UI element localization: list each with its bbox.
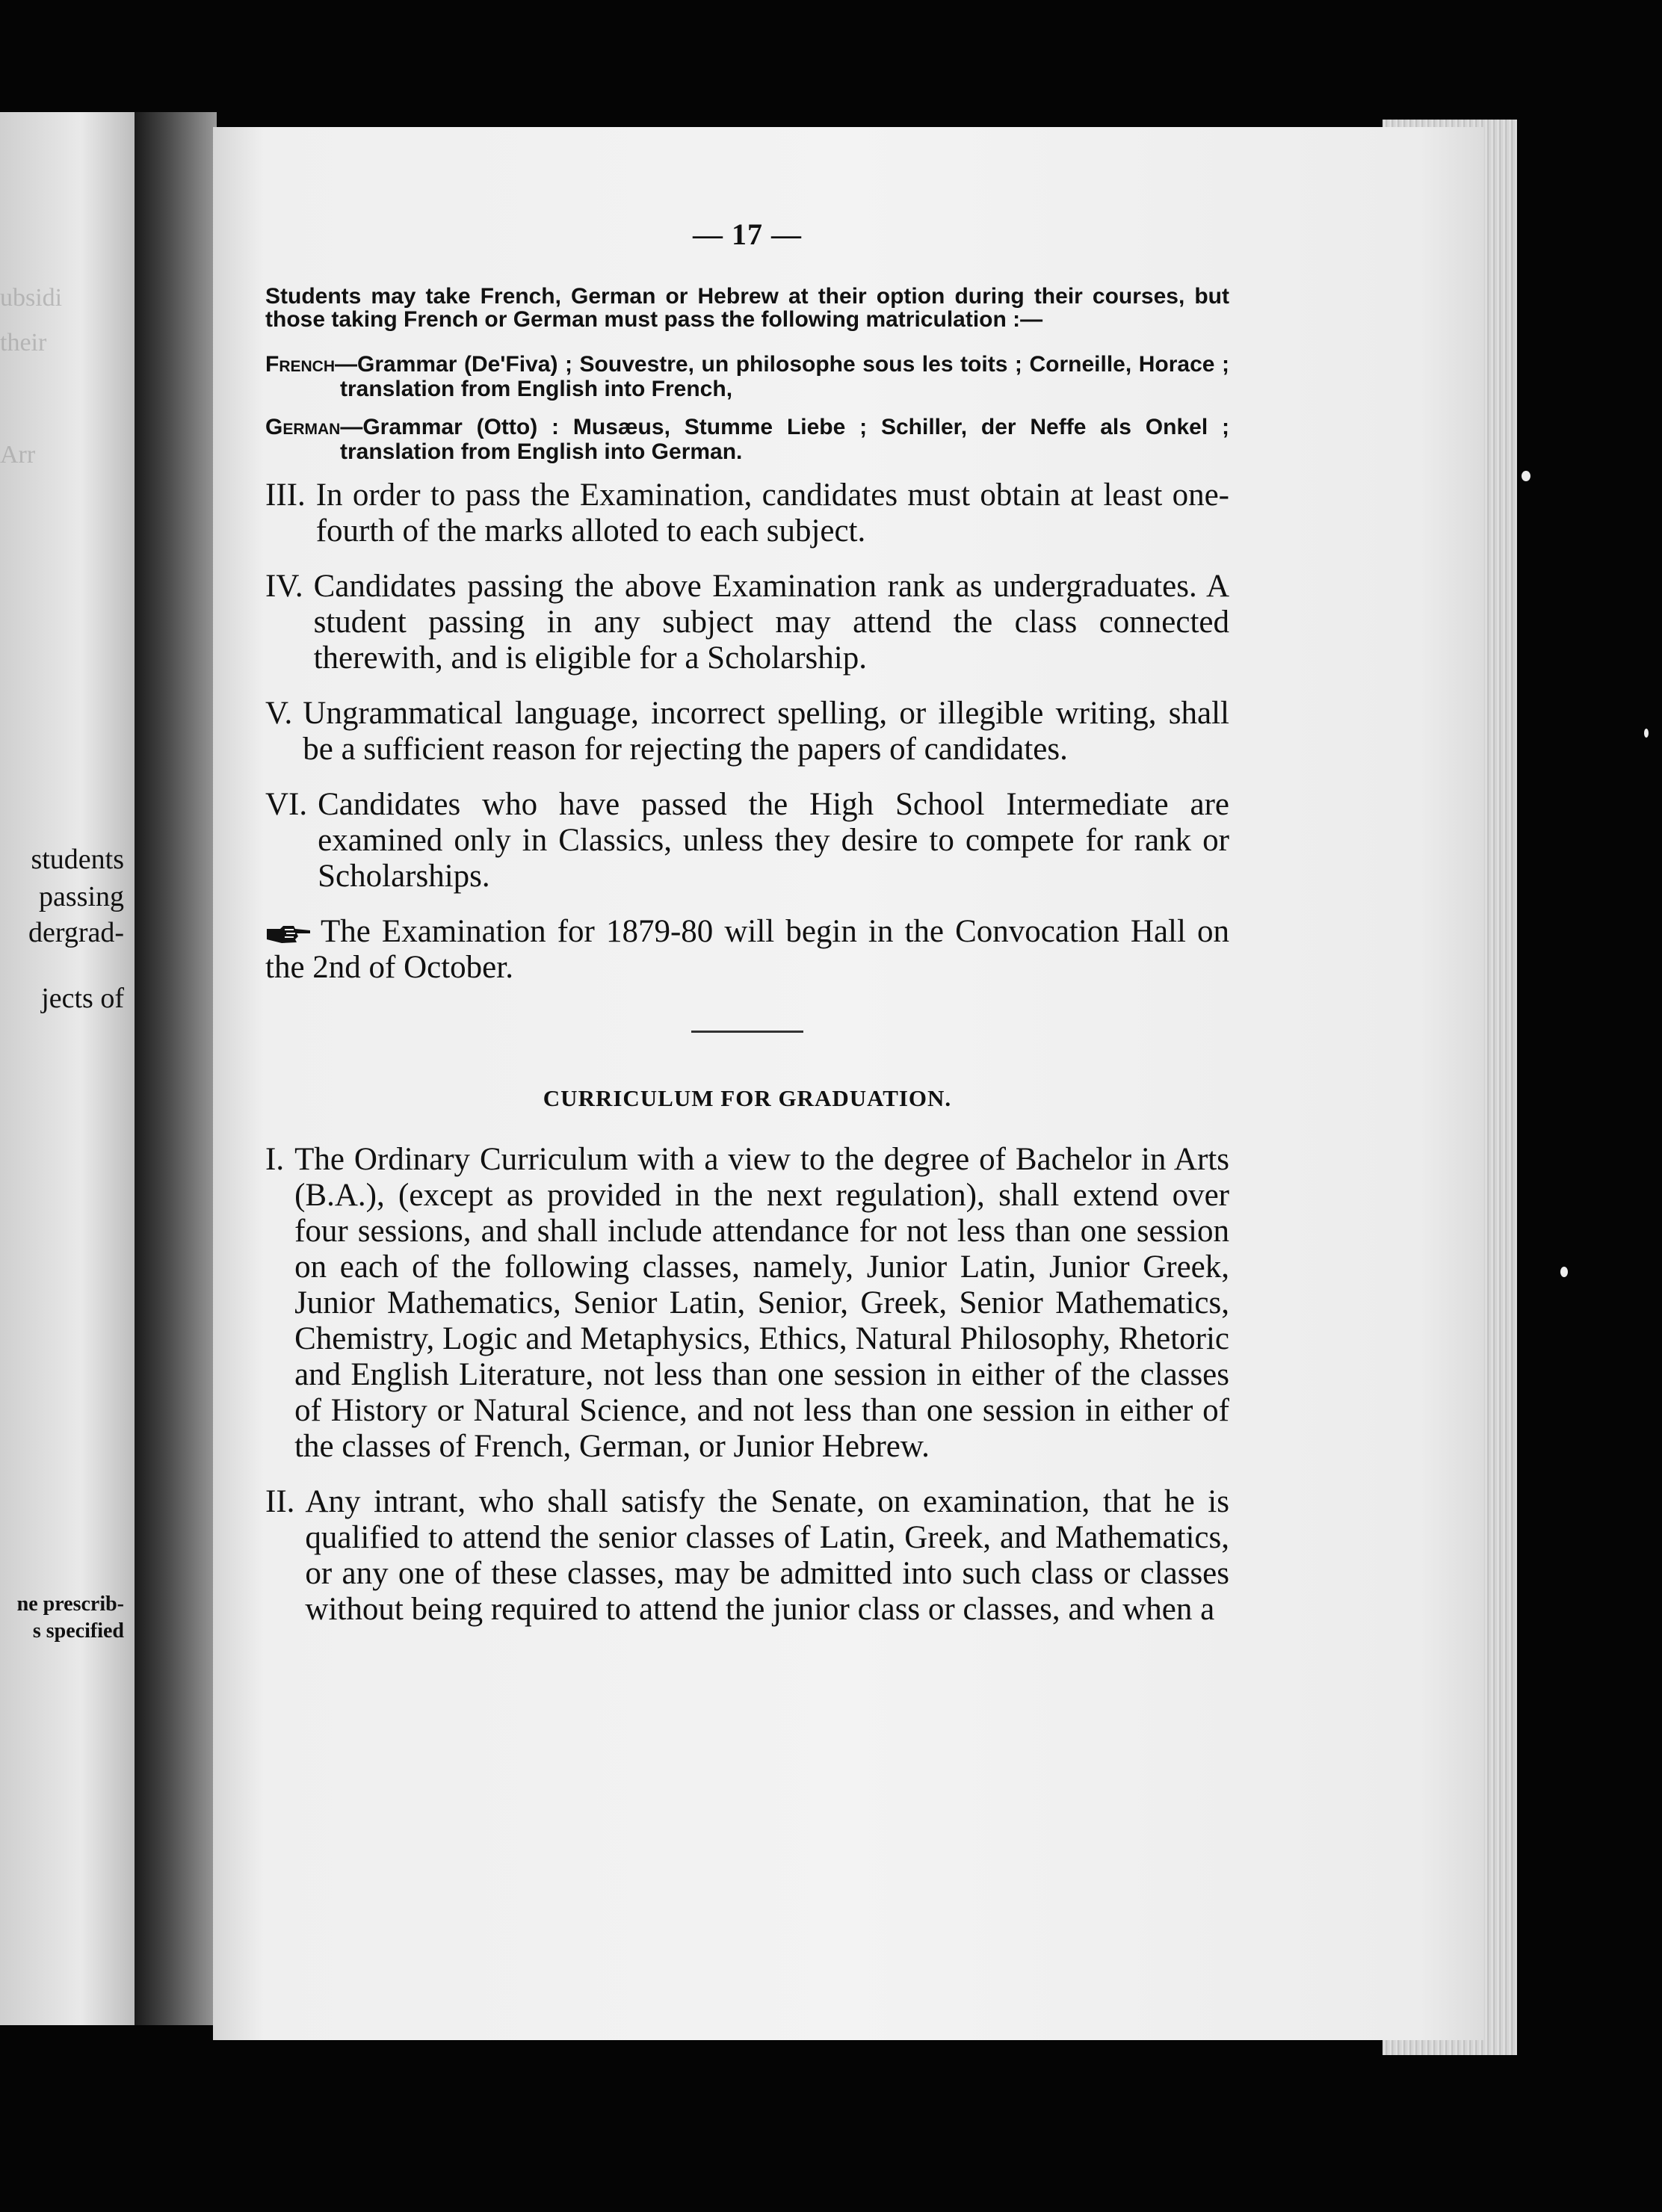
book-gutter: [135, 112, 217, 2025]
left-page-line: dergrad-: [28, 917, 124, 948]
french-requirements: [265, 352, 1229, 401]
german-text: —Grammar (Otto) : Musæus, Stumme Liebe ; Schiller, der Neffe als Onkel ; translation from English into German.: [340, 415, 1229, 464]
rule-text: In order to pass the Examination, candidates must obtain at least one-fourth of the marks alloted to each subject.: [315, 478, 1229, 549]
rule-number: II.: [265, 1484, 295, 1519]
rule-text: Candidates who have passed the High School Intermediate are examined only in Classics, unless they desire to compete for rank or Scholarships.: [318, 787, 1229, 894]
left-page-line: jects of: [41, 983, 124, 1014]
bleed-through-text: their: [0, 329, 47, 356]
rule-text: The Ordinary Curriculum with a view to the degree of Bachelor in Arts (B.A.), (except as provided in the next regulation), shall extend over four sessions, and shall include attendance for not less than one session on each of the following classes, namely, Junior Latin, Junior Greek, Junior Mathematics, Senior Latin, Senior, Greek, Senior Mathematics, Chemistry, Logic and Metaphysics, Ethics, Natural Philosophy, Rhetoric and English Literature, not less than one session in either of the classes of History or Natural Science, and not less than one session in either of the classes of French, German, or Junior Hebrew.: [294, 1142, 1229, 1464]
rule-vi: [265, 787, 1229, 895]
rule-number: VI.: [265, 787, 308, 822]
scan-speck: [1522, 471, 1530, 481]
german-requirements: [265, 415, 1229, 464]
left-page-line: s specified: [32, 1619, 124, 1643]
rule-number: III.: [265, 478, 306, 513]
bleed-through-text: Arr: [0, 441, 36, 469]
left-page-line: ne prescrib-: [16, 1592, 124, 1616]
intro-paragraph: Students may take French, German or Hebrew at their option during their courses, but those taking French or German must pass the following matriculation :—: [265, 284, 1229, 332]
rule-text: Any intrant, who shall satisfy the Senate, on examination, that he is qualified to attend the senior classes of Latin, Greek, and Mathematics, or any one of these classes, may be admitted into such class or classes without being required to attend the junior class or classes, and when a: [305, 1484, 1229, 1627]
scan-speck: [1560, 1267, 1568, 1277]
curriculum-rule-ii: [265, 1484, 1229, 1628]
rule-v: [265, 696, 1229, 767]
bleed-through-text: ubsidi: [0, 284, 63, 312]
left-page-line: passing: [39, 881, 124, 912]
rule-number: V.: [265, 696, 293, 731]
page-content: [265, 217, 1229, 1647]
pointing-hand-icon: [265, 923, 312, 945]
french-label: French: [265, 352, 335, 377]
french-text: —Grammar (De'Fiva) ; Souvestre, un philosophe sous les toits ; Corneille, Horace ; translation from English into French,: [335, 352, 1229, 401]
german-label: German: [265, 415, 341, 439]
section-divider: [691, 1031, 803, 1033]
rule-text: Ungrammatical language, incorrect spelling, or illegible writing, shall be a sufficient reason for rejecting the papers of candidates.: [303, 696, 1229, 767]
rule-text: Candidates passing the above Examination rank as undergraduates. A student passing in any subject may attend the class connected therewith, and is eligible for a Scholarship.: [313, 569, 1229, 676]
rule-iv: [265, 569, 1229, 676]
rule-number: I.: [265, 1142, 285, 1177]
exam-note: [265, 914, 1229, 986]
page-number: — 17 —: [693, 217, 802, 251]
rule-iii: [265, 478, 1229, 549]
left-page-line: students: [31, 844, 124, 875]
section-heading: CURRICULUM FOR GRADUATION.: [543, 1085, 952, 1111]
exam-note-text: The Examination for 1879-80 will begin in the Convocation Hall on the 2nd of October.: [265, 914, 1229, 985]
left-page-fragment: [0, 112, 135, 2025]
curriculum-rule-i: [265, 1142, 1229, 1465]
book-page: [213, 127, 1483, 2040]
rule-number: IV.: [265, 569, 303, 604]
scan-speck: [1644, 729, 1649, 738]
